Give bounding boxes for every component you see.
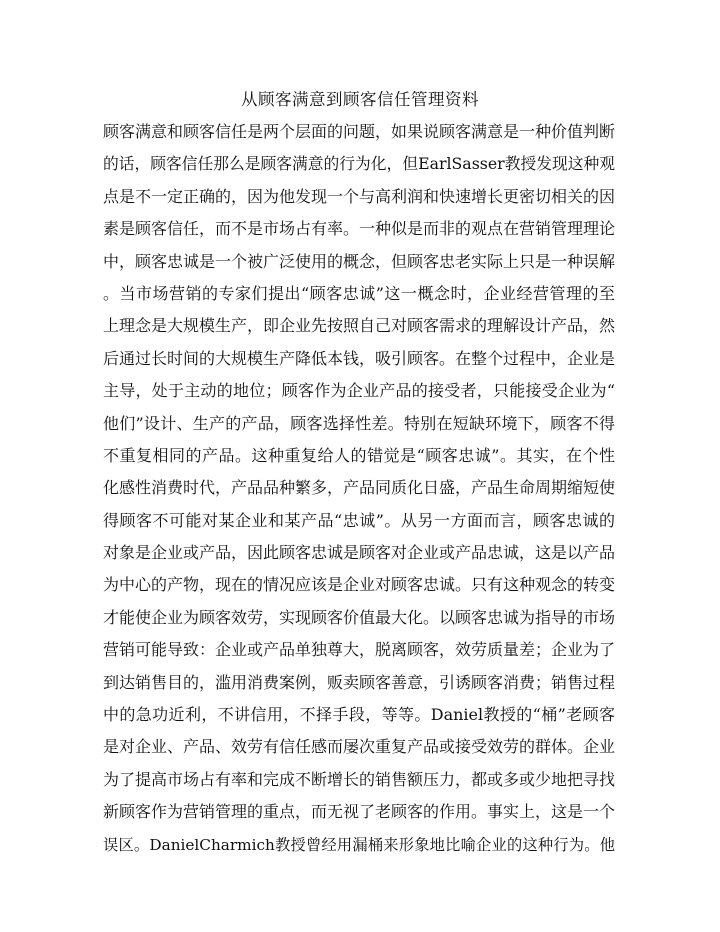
document-body bbox=[103, 121, 615, 866]
text-line: 化感性消费时代，产品品种繁多，产品同质化日盛，产品生命周期缩短使 bbox=[103, 478, 615, 498]
text-line: 点是不一定正确的，因为他发现一个与高利润和快速增长更密切相关的因 bbox=[103, 186, 615, 206]
text-line: 为了提高市场占有率和完成不断增长的销售额压力，都或多或少地把寻找 bbox=[103, 769, 615, 789]
text-line: 对象是企业或产品，因此顾客忠诚是顾客对企业或产品忠诚，这是以产品 bbox=[103, 543, 615, 563]
document-title: 从顾客满意到顾客信任管理资料 bbox=[241, 90, 479, 109]
text-line: 新顾客作为营销管理的重点，而无视了老顾客的作用。事实上，这是一个 bbox=[103, 802, 615, 822]
text-line: 中，顾客忠诚是一个被广泛使用的概念，但顾客忠老实际上只是一种误解 bbox=[103, 251, 615, 271]
text-line: 主导，处于主动的地位；顾客作为企业产品的接受者，只能接受企业为“ bbox=[103, 381, 615, 401]
text-line: 误区。DanielCharmich教授曾经用漏桶来形象地比喻企业的这种行为。他 bbox=[103, 835, 615, 854]
text-line: 不重复相同的产品。这种重复给人的错觉是“顾客忠诚”。其实，在个性 bbox=[103, 445, 615, 465]
text-line: 他们”设计、生产的产品，顾客选择性差。特别在短缺环境下，顾客不得 bbox=[103, 413, 615, 433]
text-line: 到达销售目的，滥用消费案例，贩卖顾客善意，引诱顾客消费；销售过程 bbox=[103, 672, 615, 692]
text-line: 上理念是大规模生产，即企业先按照自己对顾客需求的理解设计产品，然 bbox=[103, 316, 615, 336]
text-line: 顾客满意和顾客信任是两个层面的问题，如果说顾客满意是一种价值判断 bbox=[103, 122, 615, 141]
text-line: 中的急功近利，不讲信用，不择手段，等等。Daniel教授的“桶”老顾客 bbox=[103, 705, 615, 725]
text-line: 素是顾客信任，而不是市场占有率。一种似是而非的观点在营销管理理论 bbox=[103, 219, 615, 239]
text-line: 后通过长时间的大规模生产降低本钱，吸引顾客。在整个过程中，企业是 bbox=[103, 348, 615, 368]
text-line: 才能使企业为顾客效劳，实现顾客价值最大化。以顾客忠诚为指导的市场 bbox=[103, 607, 615, 627]
text-line: 的话，顾客信任那么是顾客满意的行为化，但EarlSasser教授发现这种观 bbox=[103, 154, 615, 174]
text-line: 为中心的产物，现在的情况应该是企业对顾客忠诚。只有这种观念的转变 bbox=[103, 575, 615, 595]
text-line: 是对企业、产品、效劳有信任感而屡次重复产品或接受效劳的群体。企业 bbox=[103, 737, 615, 757]
text-line: 。当市场营销的专家们提出“顾客忠诚”这一概念时，企业经营管理的至 bbox=[103, 283, 615, 303]
text-line: 营销可能导致：企业或产品单独尊大，脱离顾客，效劳质量差；企业为了 bbox=[103, 640, 615, 660]
text-line: 得顾客不可能对某企业和某产品“忠诚”。从另一方面而言，顾客忠诚的 bbox=[103, 510, 615, 530]
